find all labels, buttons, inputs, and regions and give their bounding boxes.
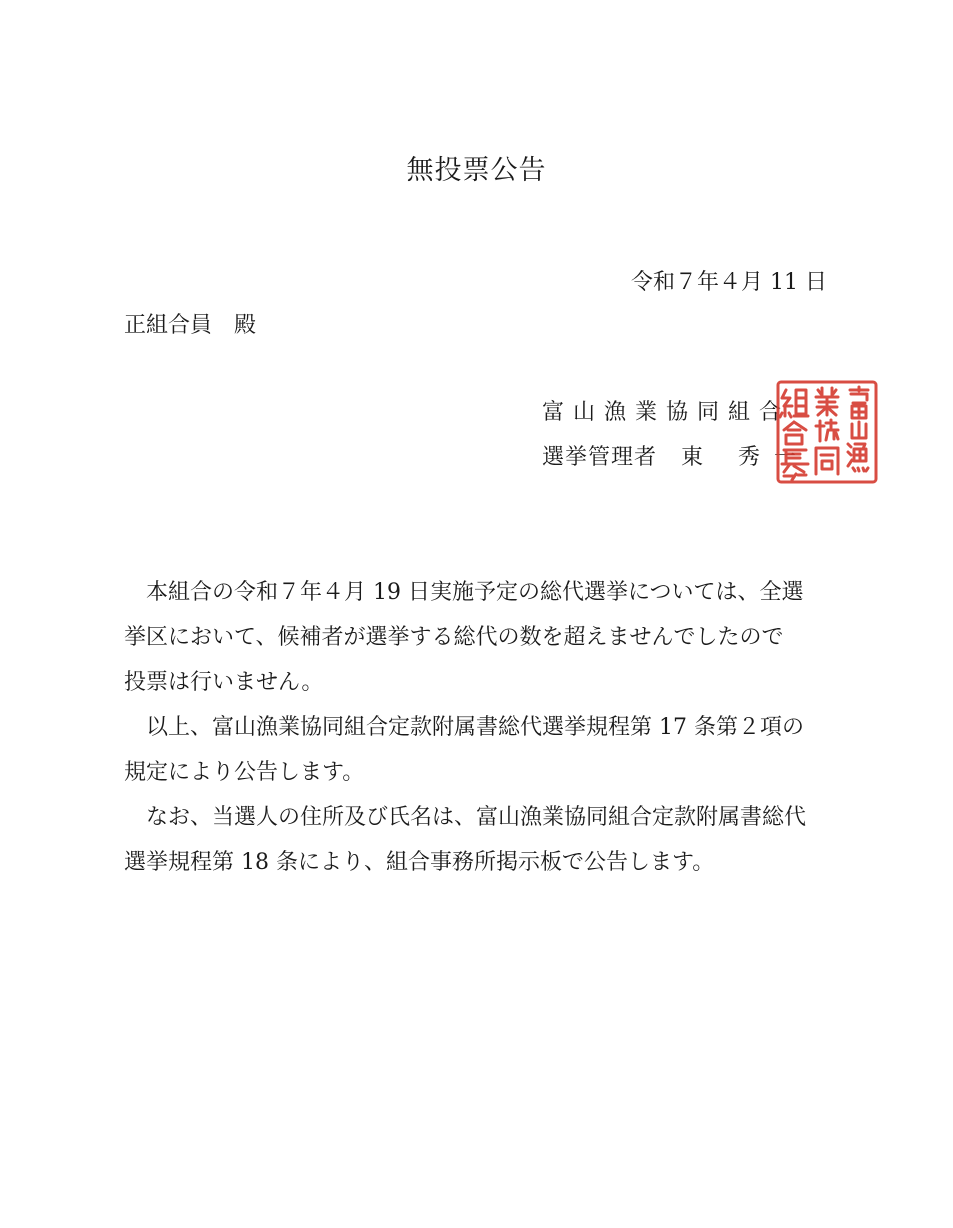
body-paragraph: 本組合の令和７年４月 19 日実施予定の総代選挙については、全選 挙区において、候補者が選挙する総代の数を超えませんでしたので 投票は行いません。 bbox=[124, 580, 804, 695]
addressee: 正組合員 殿 bbox=[124, 313, 257, 338]
issuer-role: 選挙管理者 bbox=[542, 445, 658, 470]
issue-date: 令和７年４月 11 日 bbox=[631, 270, 827, 295]
body-paragraph: なお、当選人の住所及び氏名は、富山漁業協同組合定款附属書総代 選挙規程第 18 条により、組合事務所掲示板で公告します。 bbox=[124, 805, 807, 875]
issuer-organization: 富山漁業協同組合 bbox=[542, 400, 791, 425]
body-paragraph: 以上、富山漁業協同組合定款附属書総代選挙規程第 17 条第２項の 規定により公告します。 bbox=[124, 715, 804, 785]
official-seal-stamp bbox=[774, 378, 880, 486]
issuer-signature-line bbox=[542, 440, 810, 471]
document-title: 無投票公告 bbox=[406, 155, 547, 186]
notice-body bbox=[124, 570, 832, 885]
issuer-name: 東 秀一 bbox=[681, 445, 811, 470]
